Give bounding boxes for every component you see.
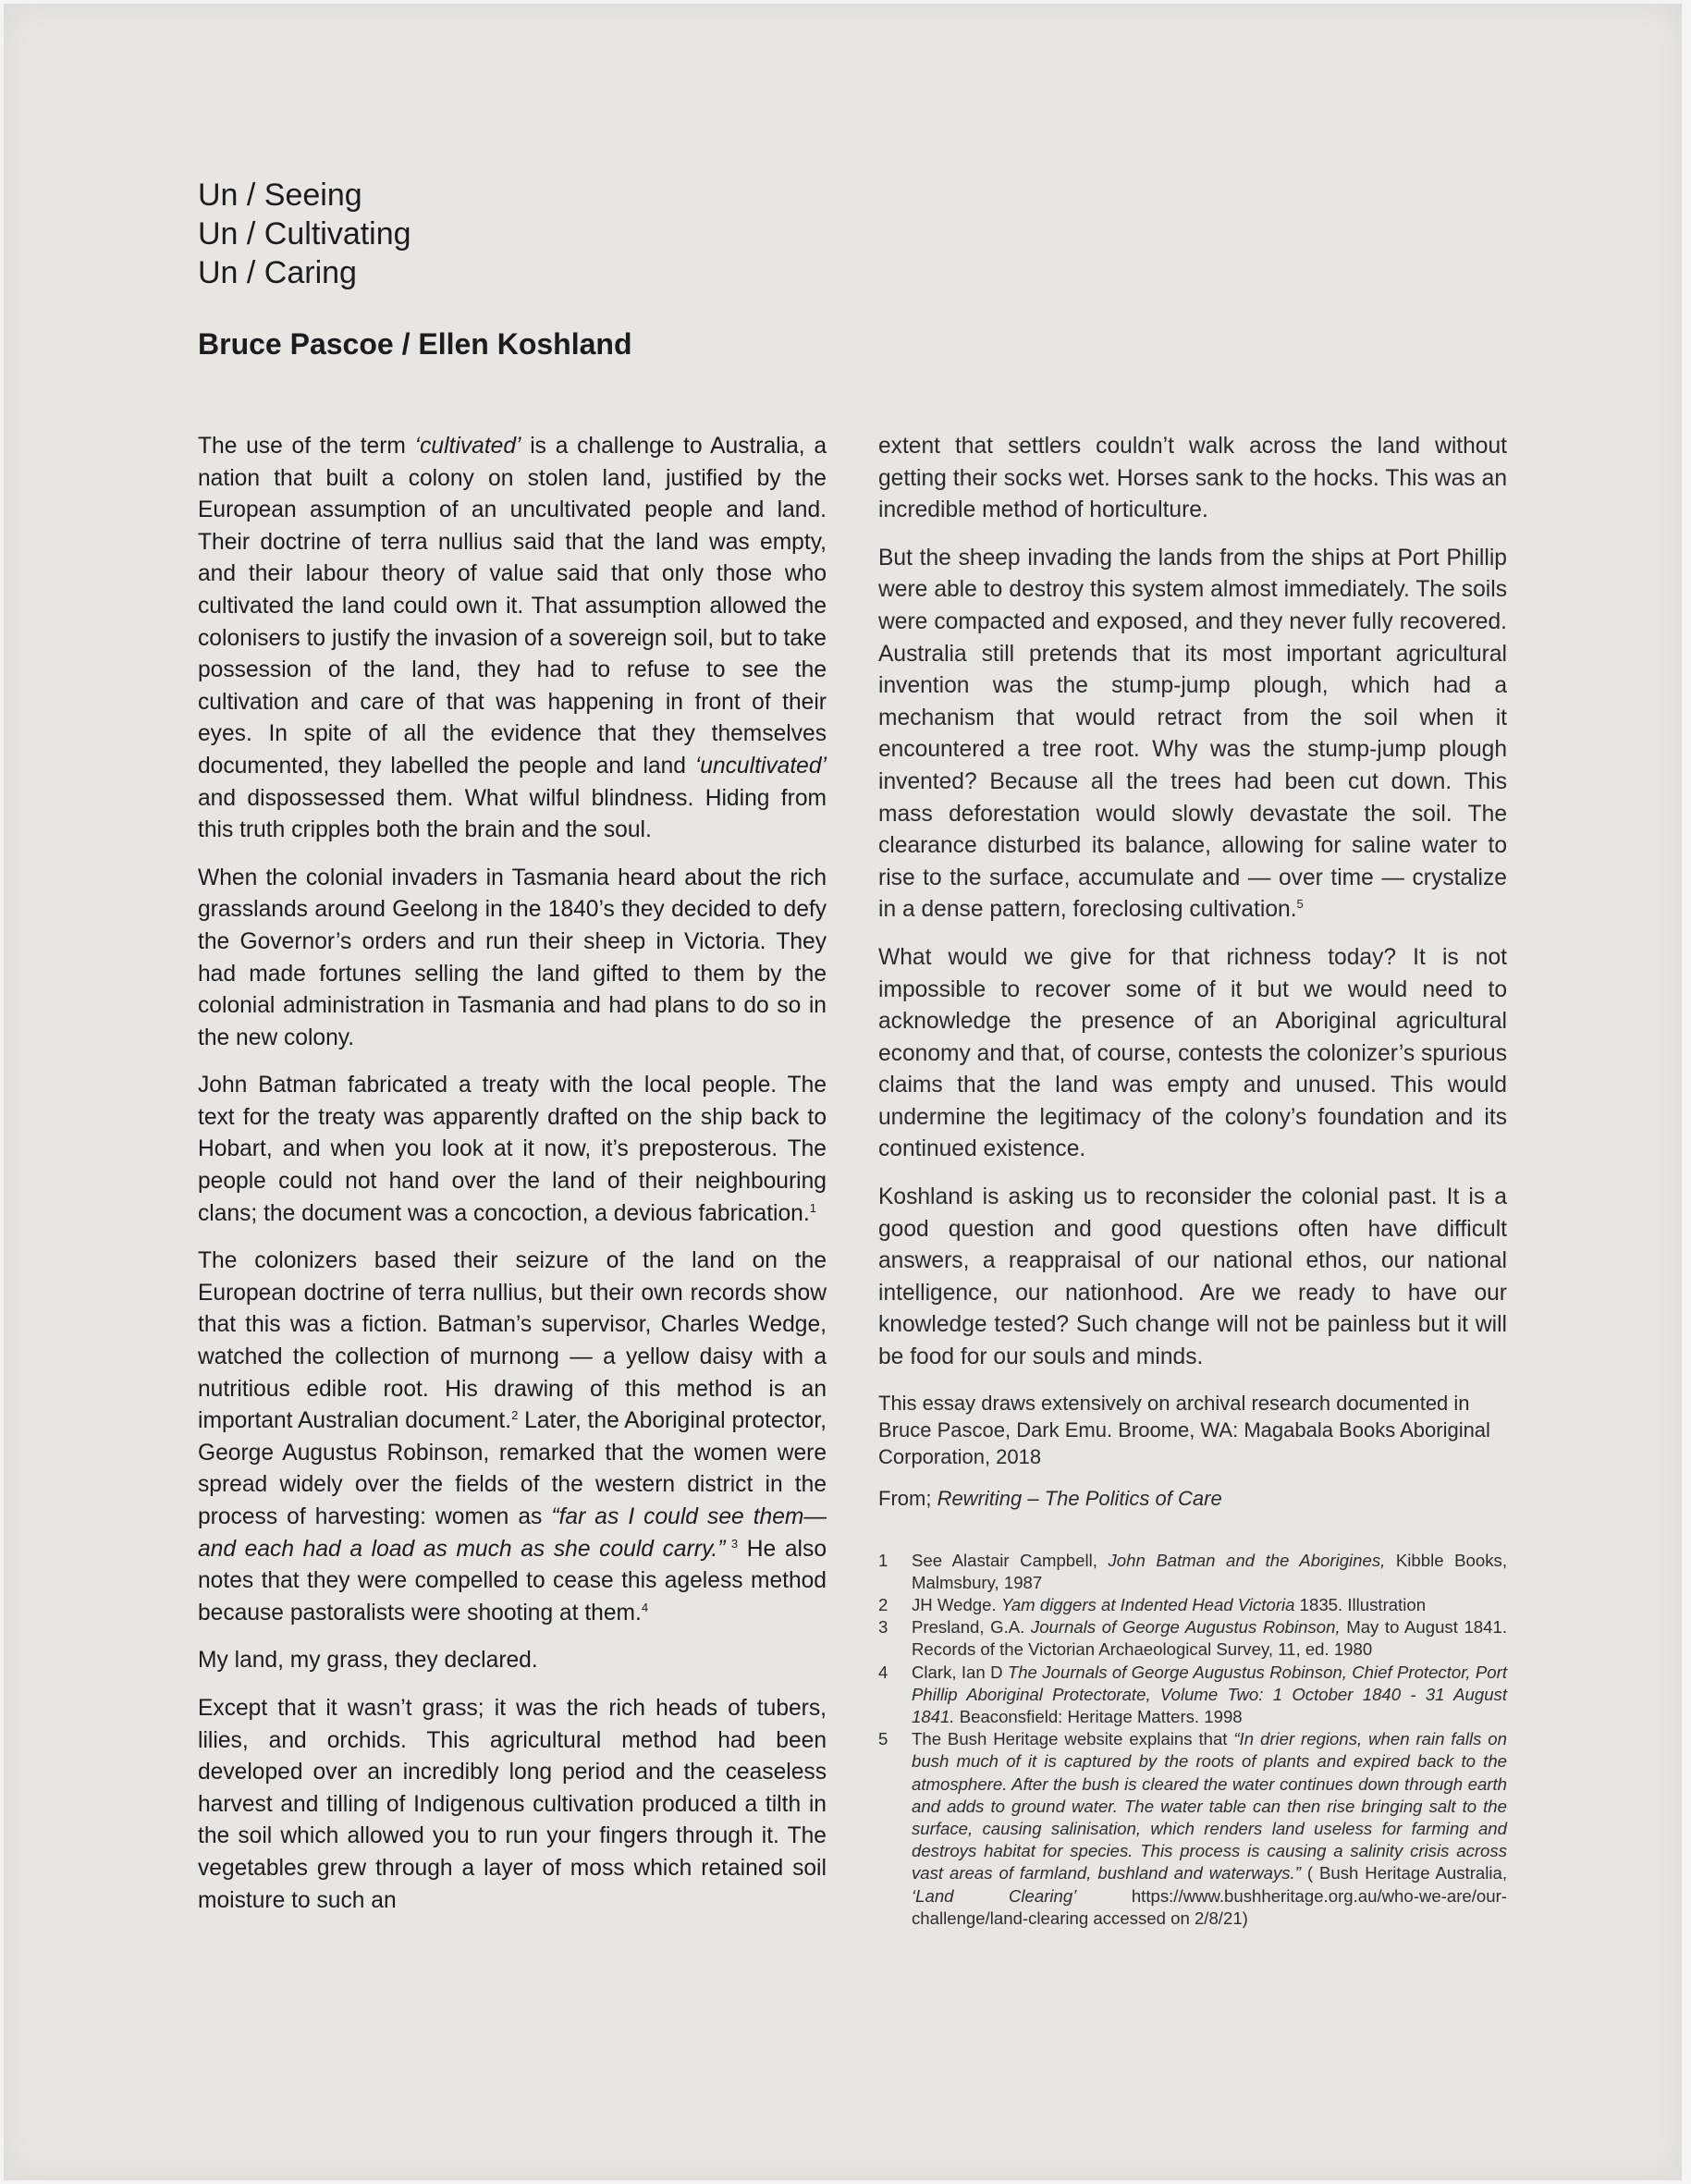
footnote-number: 2 (878, 1595, 888, 1615)
text: and dispossessed them. What wilful blindness. Hiding from this truth cripples both the brain and the soul. (198, 785, 827, 843)
footnote-text (912, 1728, 1507, 1930)
paragraph: extent that settlers couldn’t walk across the land without getting their socks wet. Horses sank to the hocks. This was an incredible method of horticulture. (878, 434, 1507, 523)
text: 1835. Illustration (1294, 1595, 1427, 1615)
footnote (878, 1594, 1507, 1616)
paragraph (198, 431, 827, 847)
title-line-3: Un / Caring (198, 255, 357, 290)
header (198, 176, 631, 362)
source-line (878, 1485, 1507, 1513)
text: JH Wedge. (912, 1595, 1001, 1615)
footnote-number: 1 (878, 1550, 888, 1570)
emphasis: The Journals of George Augustus Robinson, Chief Protector, Port Phillip Aboriginal Protectorate, Volume Two: 1 October 1840 - 31 August 1841. (912, 1662, 1508, 1727)
paragraph (198, 1245, 827, 1629)
paragraph (878, 543, 1507, 926)
text: Kibble Books, Malmsbury, 1987 (912, 1550, 1507, 1592)
text: Presland, G.A. (912, 1617, 1031, 1638)
paragraph: My land, my grass, they declared. (198, 1648, 538, 1674)
fabric-sheet (4, 4, 1682, 2180)
footnote (878, 1550, 1507, 1594)
text: May to August 1841. Records of the Victorian Archaeological Survey, 11, ed. 1980 (912, 1617, 1507, 1660)
emphasis: John Batman and the Aborigines, (1108, 1550, 1386, 1570)
footnote-ref: 4 (641, 1600, 649, 1614)
publication-title: Rewriting – The Politics of Care (937, 1486, 1222, 1510)
footnote (878, 1662, 1507, 1729)
text: The colonizers based their seizure of the land on the European doctrine of terra nullius, but their own records show that this was a fiction. Batman’s supervisor, Charles Wedge, watched the collection of murnong — a yellow daisy with a nutritious edible root. His drawing of this method is an important Australian document. (198, 1248, 827, 1434)
title-line-2: Un / Cultivating (198, 216, 411, 252)
left-column (198, 431, 827, 1932)
footnote-text (912, 1550, 1507, 1594)
text: He also notes that they were compelled to cease this ageless method because pastoralists were shooting at them. (198, 1536, 827, 1626)
text: John Batman fabricated a treaty with the local people. The text for the treaty was apparently drafted on the ship back to Hobart, and when you look at it now, it’s preposterous. The people could not hand over the land of their neighbouring clans; the document was a concoction, a devious fabrication. (198, 1073, 827, 1226)
footnote-number: 4 (878, 1662, 888, 1682)
text: But the sheep invading the lands from the ships at Port Phillip were able to destroy this system almost immediately. The soils were compacted and exposed, and they never fully recovered. Australia still pretends that its most important agricultural invention was the stump-jump plough, which had a mechanism that would retract from the soil when it encountered a tree root. Why was the stump-jump plough invented? Because all the trees had been cut down. This mass deforestation would slowly devastate the soil. The clearance disturbed its balance, allowing for saline water to rise to the surface, accumulate and — over time — crystalize in a dense pattern, foreclosing cultivation. (878, 545, 1507, 923)
paragraph: Koshland is asking us to reconsider the colonial past. It is a good question and good questions often have difficult answers, a reappraisal of our national ethos, our national intelligence, our nationhood. Are we ready to have our knowledge tested? Such change will not be painless but it will be food for our souls and minds. (878, 1184, 1507, 1370)
quotation: “far as I could see them— and each had a load as much as she could carry.” (198, 1504, 827, 1562)
footnote (878, 1728, 1507, 1930)
text: The Bush Heritage website explains that (912, 1729, 1234, 1749)
authors: Bruce Pascoe / Ellen Koshland (198, 327, 632, 361)
title-line-1: Un / Seeing (198, 178, 362, 213)
text: ( Bush Heritage Australia, (1300, 1863, 1507, 1883)
research-note: This essay draws extensively on archival research documented in Bruce Pascoe, Dark Emu. Broome, WA: Magabala Books Aboriginal Corporation, 2018 (878, 1391, 1490, 1468)
footnote-text (912, 1594, 1507, 1616)
footnote-ref: 2 (511, 1408, 519, 1423)
text: See Alastair Campbell, (912, 1550, 1109, 1570)
emphasis: ‘Land Clearing’ (912, 1885, 1077, 1906)
paragraph: What would we give for that richness today? It is not impossible to recover some of it but we would need to acknowledge the presence of an Aboriginal agricultural economy and that, of course, contests the colonizer’s spurious claims that the land was empty and unused. This would undermine the legitimacy of the colony’s foundation and its continued existence. (878, 944, 1507, 1162)
emphasis: Yam diggers at Indented Head Victoria (1000, 1595, 1295, 1615)
text: The use of the term (198, 434, 415, 459)
footnote-ref: 3 (725, 1536, 739, 1551)
text: Clark, Ian D (912, 1662, 1008, 1682)
paragraph (198, 1070, 827, 1230)
footnote-ref: 1 (809, 1200, 816, 1215)
emphasis: “In drier regions, when rain falls on bush much of it is captured by the roots of plants and expired back to the atmosphere. After the bush is cleared the water continues down through earth and adds to ground water. The water table can then rise bringing salt to the surface, causing salinisation, which renders land useless for farming and destroys habitat for species. This process is causing a salinity crisis across vast areas of farmland, bushland and waterways.” (912, 1729, 1507, 1883)
text: Beaconsfield: Heritage Matters. 1998 (954, 1707, 1243, 1727)
footnote-number: 3 (878, 1617, 888, 1638)
text: Later, the Aboriginal protector, George Augustus Robinson, remarked that the women were spread widely over the fields of the western district in the process of harvesting: women as (198, 1408, 827, 1529)
footnote-text (912, 1662, 1507, 1729)
emphasis: ‘uncultivated’ (694, 753, 827, 779)
paragraph: When the colonial invaders in Tasmania heard about the rich grasslands around Geelong in the 1840’s they decided to defy the Governor’s orders and run their sheep in Victoria. They had made fortunes selling the land gifted to them by the colonial administration in Tasmania and had plans to do so in the new colony. (198, 865, 827, 1050)
right-column (878, 431, 1507, 1930)
emphasis: ‘cultivated’ (414, 434, 521, 459)
emphasis: Journals of George Augustus Robinson, (1030, 1617, 1341, 1638)
footnotes (878, 1550, 1507, 1930)
text: https://www.bushheritage.org.au/who-we-are/our-challenge/land-clearing accessed on 2/8/21) (912, 1885, 1507, 1928)
footnote-ref: 5 (1296, 897, 1304, 912)
footnote-text (912, 1616, 1507, 1661)
text: is a challenge to Australia, a nation that built a colony on stolen land, justified by the European assumption of an uncultivated people and land. Their doctrine of terra nullius said that the land was empty, and their labour theory of value said that only those who cultivated the land could own it. That assumption allowed the colonisers to justify the invasion of a sovereign soil, but to take possession of the land, they had to refuse to see the cultivation and care of that was happening in front of their eyes. In spite of all the evidence that they themselves documented, they labelled the people and land (198, 434, 827, 779)
paragraph: Except that it wasn’t grass; it was the rich heads of tubers, lilies, and orchids. This agricultural method had been developed over an incredibly long period and the ceaseless harvest and tilling of Indigenous cultivation produced a tilth in the soil which allowed you to run your fingers through it. The vegetables grew through a layer of moss which retained soil moisture to such an (198, 1695, 827, 1913)
footnote-number: 5 (878, 1729, 888, 1749)
footnote (878, 1616, 1507, 1661)
text: From; (878, 1486, 937, 1510)
